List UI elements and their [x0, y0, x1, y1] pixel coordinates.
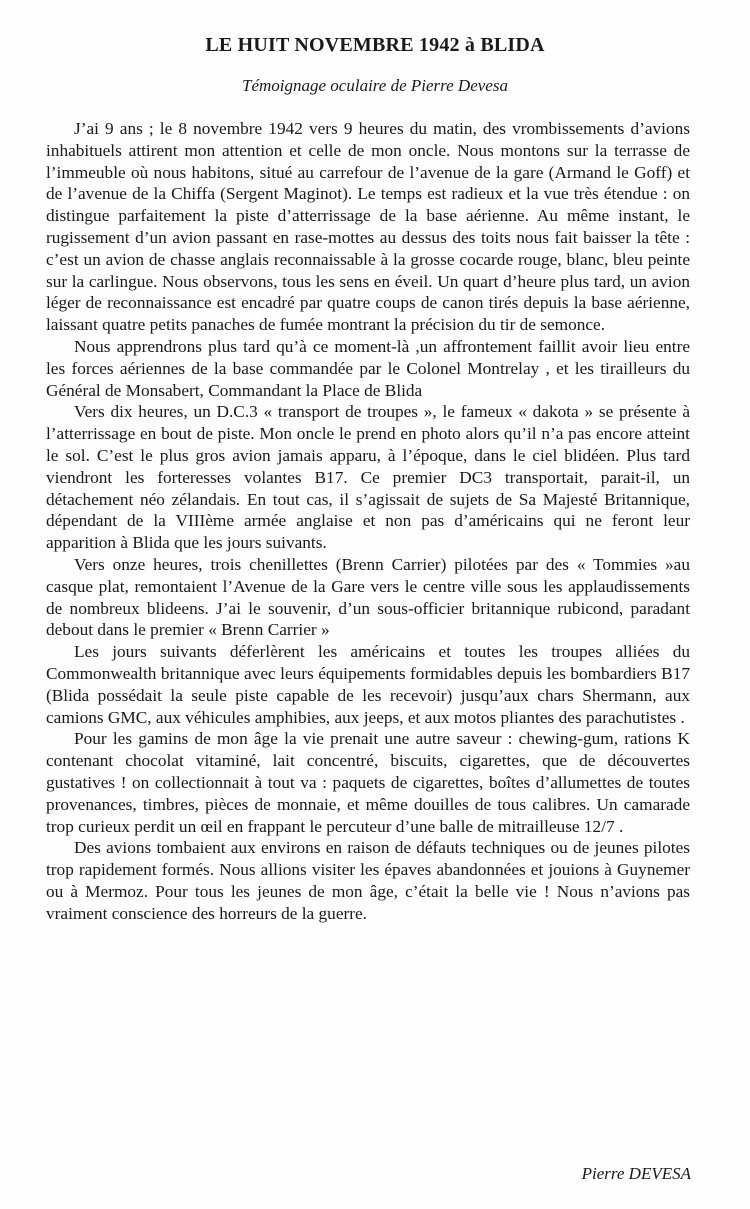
paragraph-5: Les jours suivants déferlèrent les américains et toutes les troupes alliées du Commonwealth britannique avec leurs équipements formidables depuis les bombardiers B17 (Blida possédait la seule piste capable de les recevoir) jusqu’aux chars Shermann, aux camions GMC, aux véhicules amphibies, aux jeeps, et aux motos pliantes des parachutistes . [46, 642, 690, 727]
document-body [46, 118, 690, 924]
paragraph-1: J’ai 9 ans ; le 8 novembre 1942 vers 9 heures du matin, des vrombissements d’avions inhabituels attirent mon attention et celle de mon oncle. Nous montons sur la terrasse de l’immeuble où nous habitons, situé au carrefour de l’avenue de la gare (Armand le Goff) et de l’avenue de la Chiffa (Sergent Maginot). Le temps est radieux et la vue très étendue : on distingue parfaitement la piste d’atterrissage de la base aérienne. Au même instant, le rugissement d’un avion passant en rase-mottes au dessus des toits nous fait baisser la tête : c’est un avion de chasse anglais reconnaissable à la grosse cocarde rouge, blanc, bleu peinte sur la carlingue. Nous observons, tous les sens en éveil. Un quart d’heure plus tard, un avion léger de reconnaissance est encadré par quatre coups de canon tirés depuis la base aérienne, laissant quatre petits panaches de fumée montrant la précision du tir de semonce. [46, 119, 690, 335]
document-title: LE HUIT NOVEMBRE 1942 à BLIDA [205, 34, 545, 56]
document-subtitle: Témoignage oculaire de Pierre Devesa [242, 76, 508, 95]
paragraph-7: Des avions tombaient aux environs en raison de défauts techniques ou de jeunes pilotes trop rapidement formés. Nous allions visiter les épaves abandonnées et jouions à Guynemer ou à Mermoz. Pour tous les jeunes de mon âge, c’était la belle vie ! Nous n’avions pas vraiment conscience des horreurs de la guerre. [46, 838, 690, 923]
paragraph-6: Pour les gamins de mon âge la vie prenait une autre saveur : chewing-gum, rations K contenant chocolat vitaminé, lait concentré, biscuits, cigarettes, que de découvertes gustatives ! on collectionnait à tout va : paquets de cigarettes, boîtes d’allumettes de toutes provenances, timbres, pièces de monnaie, et même douilles de tous calibres. Un camarade trop curieux perdit un œil en frappant le percuteur d’une balle de mitrailleuse 12/7 . [46, 729, 690, 836]
paragraph-2: Nous apprendrons plus tard qu’à ce moment-là ,un affrontement faillit avoir lieu entre les forces aériennes de la base commandée par le Colonel Montrelay , et les tirailleurs du Général de Monsabert, Commandant la Place de Blida [46, 336, 690, 400]
author-signature: Pierre DEVESA [581, 1164, 691, 1183]
paragraph-4: Vers onze heures, trois chenillettes (Brenn Carrier) pilotées par des « Tommies »au casque plat, remontaient l’Avenue de la Gare vers le centre ville sous les applaudissements de nombreux blideens. J’ai le souvenir, d’un sous-officier britannique rubicond, paradant debout dans le premier « Brenn Carrier » [46, 554, 690, 640]
paragraph-3: Vers dix heures, un D.C.3 « transport de troupes », le fameux « dakota » se présente à l’atterrissage en bout de piste. Mon oncle le prend en photo alors qu’il n’a pas encore atteint le sol. C’est le plus gros avion jamais apparu, à l’époque, dans le ciel blidéen. Plus tard viendront les forteresses volantes B17. Ce premier DC3 transportait, parait-il, un détachement néo zélandais. En tout cas, il s’agissait de sujets de Sa Majesté Britannique, dépendant de la VIIIème armée anglaise et non pas d’américains qui ne feront leur apparition à Blida que les jours suivants. [46, 402, 690, 553]
